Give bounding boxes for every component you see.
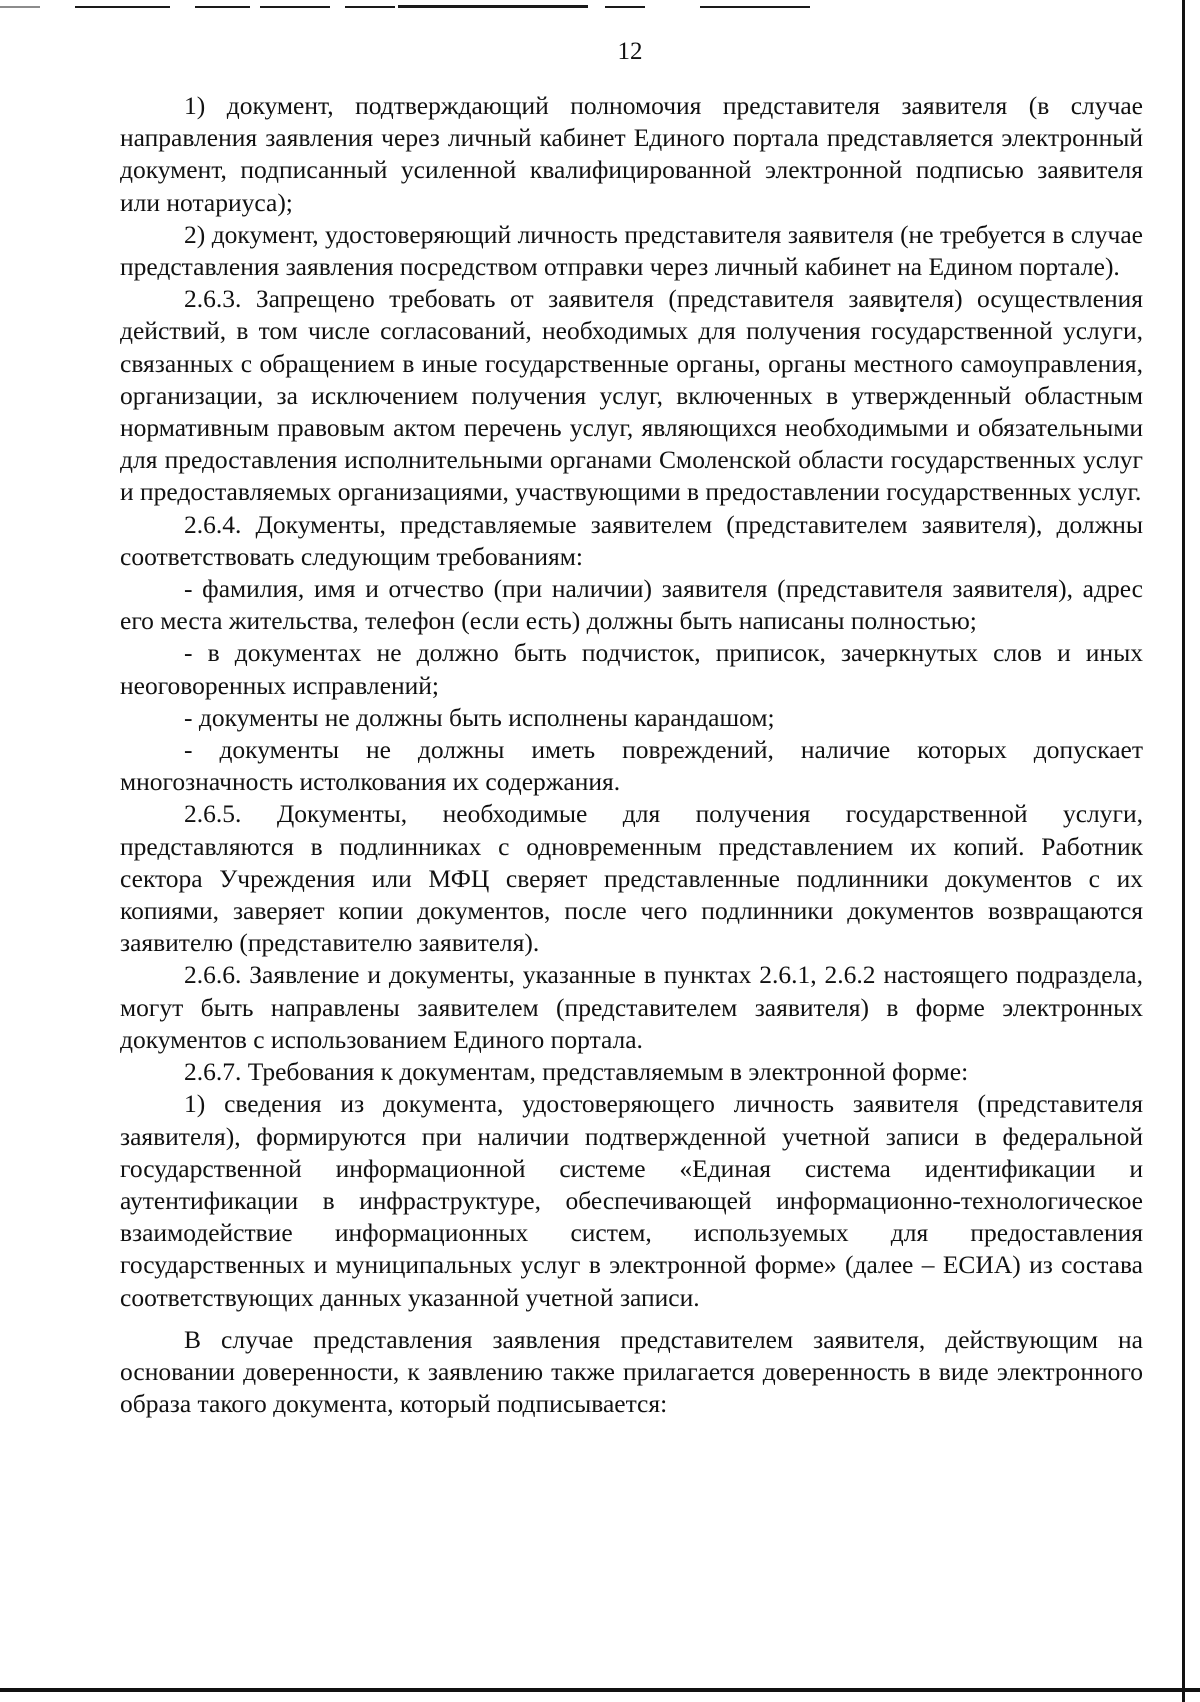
paragraph-2-6-7: 2.6.7. Требования к документам, представляемым в электронной форме: xyxy=(184,1057,969,1087)
paragraph-2-6-3: 2.6.3. Запрещено требовать от заявителя (представителя заявителя) осуществления действий, в том числе согласований, необходимых для получения государственной услуги, связанных с обращением в иные государственные органы, органы местного самоуправления, организации, за исключением получения услуг, включенных в утвержденный областным нормативным правовым актом перечень услуг, являющихся необходимыми и обязательными для предоставления исполнительными органами Смоленской области государственных услуг и предоставляемых организациями, участвующими в предоставлении государственных услуг. xyxy=(120,284,1143,507)
page-number: 12 xyxy=(617,38,643,65)
list-item-no-corrections-requirement: - в документах не должно быть подчисток, приписок, зачеркнутых слов и иных неоговоренных исправлений; xyxy=(120,638,1143,700)
list-item-no-pencil-requirement: - документы не должны быть исполнены карандашом; xyxy=(184,702,775,732)
list-item-no-damage-requirement: - документы не должны иметь повреждений, наличие которых допускает многозначность истолкования их содержания. xyxy=(120,735,1143,797)
document-body xyxy=(120,90,1143,1420)
paragraph-representative-identity-doc: 2) документ, удостоверяющий личность представителя заявителя (не требуется в случае представления заявления посредством отправки через личный кабинет на Едином портале). xyxy=(120,219,1143,282)
paragraph-2-6-5: 2.6.5. Документы, необходимые для получения государственной услуги, представляются в подлинниках с одновременным представлением их копий. Работник сектора Учреждения или МФЦ сверяет представленные подлинники документов с их копиями, заверяет копии документов, после чего подлинники документов возвращаются заявителю (представителю заявителя). xyxy=(120,799,1143,958)
paragraph-representative-authority-doc: 1) документ, подтверждающий полномочия представителя заявителя (в случае направления заявления через личный кабинет Единого портала представляется электронный документ, подписанный усиленной квалифицированной электронной подписью заявителя или нотариуса); xyxy=(120,91,1143,217)
paragraph-esia-requirement: 1) сведения из документа, удостоверяющего личность заявителя (представителя заявителя), формируются при наличии подтвержденной учетной записи в федеральной государственной информационной системе «Единая система идентификации и аутентификации в инфраструктуре, обеспечивающей информационно-технологическое взаимодействие информационных систем, используемых для предоставления государственных и муниципальных услуг в электронной форме» (далее – ЕСИА) из состава соответствующих данных указанной учетной записи. xyxy=(120,1089,1143,1312)
paragraph-power-of-attorney: В случае представления заявления представителем заявителя, действующим на основании доверенности, к заявлению также прилагается доверенность в виде электронного образа такого документа, который подписывается: xyxy=(120,1324,1143,1419)
paragraph-2-6-4: 2.6.4. Документы, представляемые заявителем (представителем заявителя), должны соответствовать следующим требованиям: xyxy=(120,509,1143,571)
paragraph-2-6-6: 2.6.6. Заявление и документы, указанные в пунктах 2.6.1, 2.6.2 настоящего подраздела, могут быть направлены заявителем (представителем заявителя) в форме электронных документов с использованием Единого портала. xyxy=(120,960,1143,1054)
list-item-full-name-requirement: - фамилия, имя и отчество (при наличии) заявителя (представителя заявителя), адрес его места жительства, телефон (если есть) должны быть написаны полностью; xyxy=(120,574,1143,636)
